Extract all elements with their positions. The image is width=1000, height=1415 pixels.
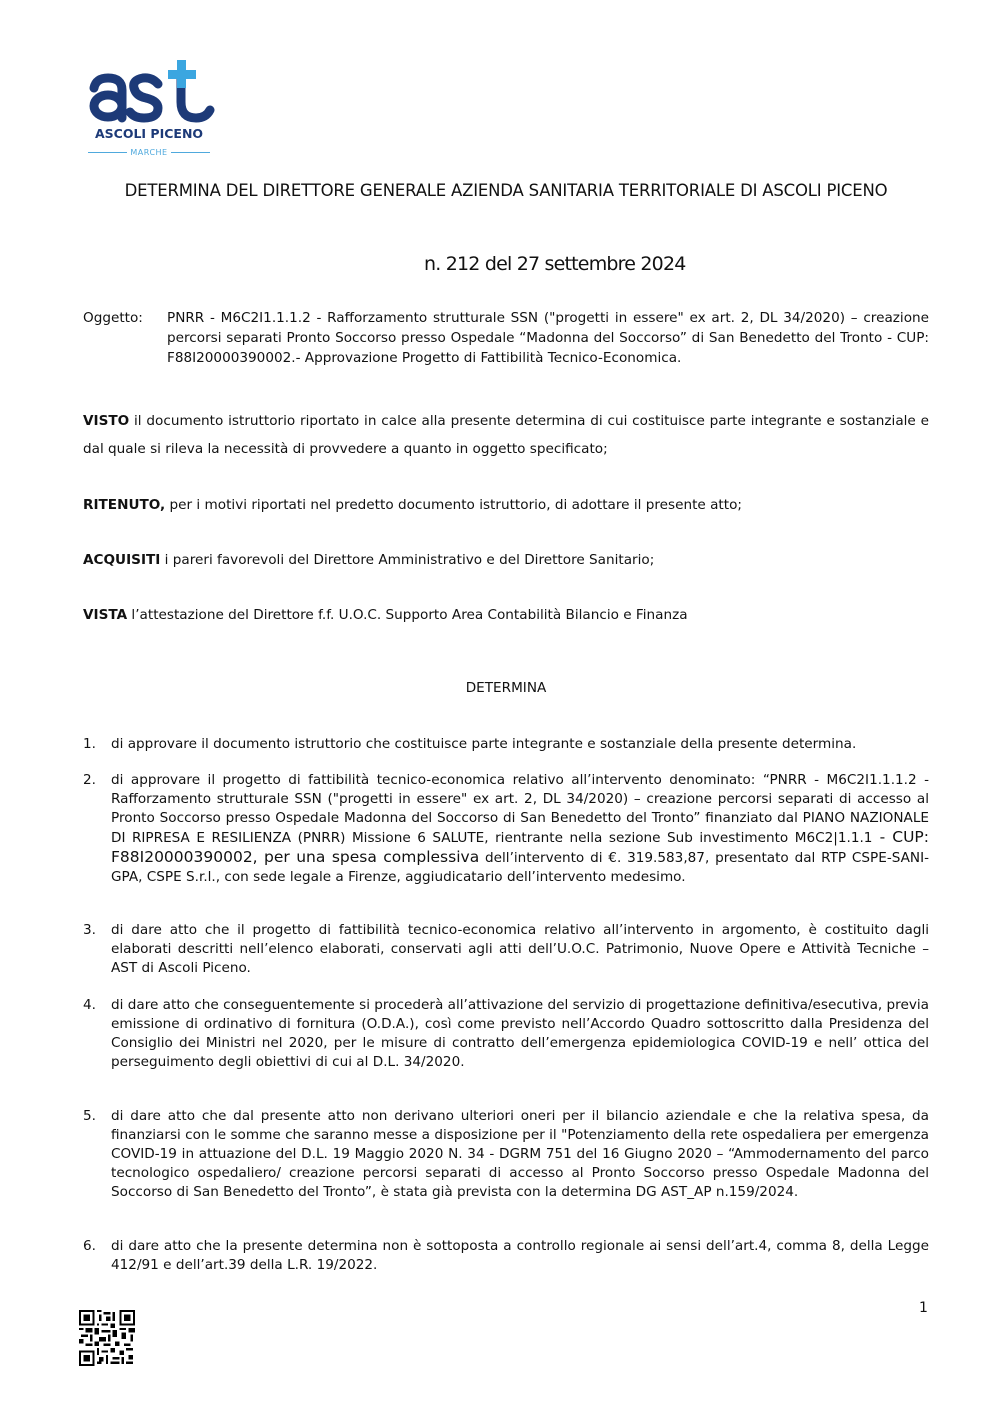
premise-keyword: RITENUTO,	[83, 497, 166, 513]
item-number: 4.	[83, 997, 96, 1013]
item-text: di dare atto che il progetto di fattibilità tecnico-economica relativo all’intervento in argomento, è costituito dagli elaborati descritti nell’elenco elaborati, conservati agli atti dell’U.O.C. Patrimonio, Nuove Opere e Attività Tecniche – AST di Ascoli Piceno.	[111, 922, 929, 976]
premise-vista	[83, 601, 929, 629]
logo-region	[88, 146, 210, 158]
document-number: n. 212 del 27 settembre 2024	[424, 253, 686, 275]
page-number: 1	[919, 1300, 928, 1316]
logo-region-label: MARCHE	[130, 147, 168, 157]
premise-text: l’attestazione del Direttore f.f. U.O.C. Supporto Area Contabilità Bilancio e Finanza	[127, 607, 688, 623]
divider	[88, 152, 127, 153]
logo-name: ASCOLI PICENO	[94, 126, 204, 141]
subject-text: PNRR - M6C2I1.1.1.2 - Rafforzamento strutturale SSN ("progetti in essere" ex art. 2, DL 34/2020) – creazione percorsi separati Pronto Soccorso presso Ospedale “Madonna del Soccorso” di San Benedetto del Tronto - CUP: F88I20000390002.- Approvazione Progetto di Fattibilità Tecnico-Economica.	[167, 310, 929, 366]
premise-acquisiti	[83, 546, 929, 574]
qr-code-icon	[79, 1310, 135, 1366]
ast-logo-mark-icon	[86, 58, 216, 124]
item-text	[111, 771, 929, 887]
premise-keyword: VISTO	[83, 413, 130, 429]
premise-text: il documento istruttorio riportato in calce alla presente determina di cui costituisce parte integrante e sostanziale e dal quale si rileva la necessità di provvedere a quanto in oggetto specificato;	[83, 413, 929, 457]
item-text-part: di approvare il progetto di fattibilità tecnico-economica relativo all’intervento denominato: “PNRR - M6C2I1.1.1.2 - Rafforzamento strutturale SSN ("progetti in essere" ex art. 2, DL 34/2020) – creazione percorsi separati di accesso al Pronto Soccorso presso Ospedale Madonna del Soccorso di San Benedetto del Tronto” finanziato dal PIANO NAZIONALE DI RIPRESA E RESILIENZA (PNRR) Missione 6 SALUTE, rientrante nella sezione Sub investimento M6C2|1.1.1	[111, 772, 929, 846]
item-text: di approvare il documento istruttorio che costituisce parte integrante e sostanziale della presente determina.	[111, 736, 857, 752]
ast-logo	[86, 58, 216, 162]
item-number: 5.	[83, 1108, 96, 1124]
section-heading: DETERMINA	[465, 680, 547, 696]
divider	[171, 152, 210, 153]
page-title: DETERMINA DEL DIRETTORE GENERALE AZIENDA SANITARIA TERRITORIALE DI ASCOLI PICENO	[124, 181, 888, 200]
item-text: di dare atto che conseguentemente si procederà all’attivazione del servizio di progettazione definitiva/esecutiva, previa emissione di ordinativo di fornitura (O.D.A.), così come previsto nell’Accordo Quadro sottoscritto dalla Presidenza del Consiglio dei Ministri nel 2020, per le misure di contratto dell’emergenza epidemiologica COVID-19 e nell’ ottica del perseguimento degli obiettivi di cui al D.L. 34/2020.	[111, 997, 929, 1070]
item-number: 1.	[83, 736, 96, 752]
item-text-part: dell’intervento di €. 319.583,87, presentato dal RTP CSPE-SANI-GPA, CSPE S.r.l., con sede legale a Firenze, aggiudicatario dell’intervento medesimo.	[111, 850, 930, 885]
item-text-part: - CUP: F88I20000390002, per una spesa complessiva	[111, 828, 930, 866]
item-number: 2.	[83, 772, 96, 788]
premise-ritenuto	[83, 491, 929, 519]
item-text: di dare atto che dal presente atto non derivano ulteriori oneri per il bilancio aziendale e che la relativa spesa, da finanziarsi con le somme che saranno messe a disposizione per il "Potenziamento della rete ospedaliera per emergenza COVID-19 in attuazione del D.L. 19 Maggio 2020 N. 34 - DGRM 751 del 16 Giugno 2020 – “Ammodernamento del parco tecnologico ospedaliero/ creazione percorsi separati di accesso al Pronto Soccorso presso Ospedale Madonna del Soccorso di San Benedetto del Tronto”, è stata già prevista con la determina DG AST_AP n.159/2024.	[111, 1108, 929, 1200]
premise-keyword: VISTA	[83, 607, 128, 623]
premise-keyword: ACQUISITI	[83, 552, 161, 568]
premise-text: i pareri favorevoli del Direttore Amministrativo e del Direttore Sanitario;	[160, 552, 655, 568]
subject-label: Oggetto:	[83, 310, 143, 326]
item-text: di dare atto che la presente determina non è sottoposta a controllo regionale ai sensi dell’art.4, comma 8, della Legge 412/91 e dell’art.39 della L.R. 19/2022.	[111, 1238, 929, 1273]
item-number: 3.	[83, 922, 96, 938]
item-number: 6.	[83, 1238, 96, 1254]
premise-visto	[83, 407, 929, 463]
premise-text: per i motivi riportati nel predetto documento istruttorio, di adottare il presente atto;	[165, 497, 742, 513]
